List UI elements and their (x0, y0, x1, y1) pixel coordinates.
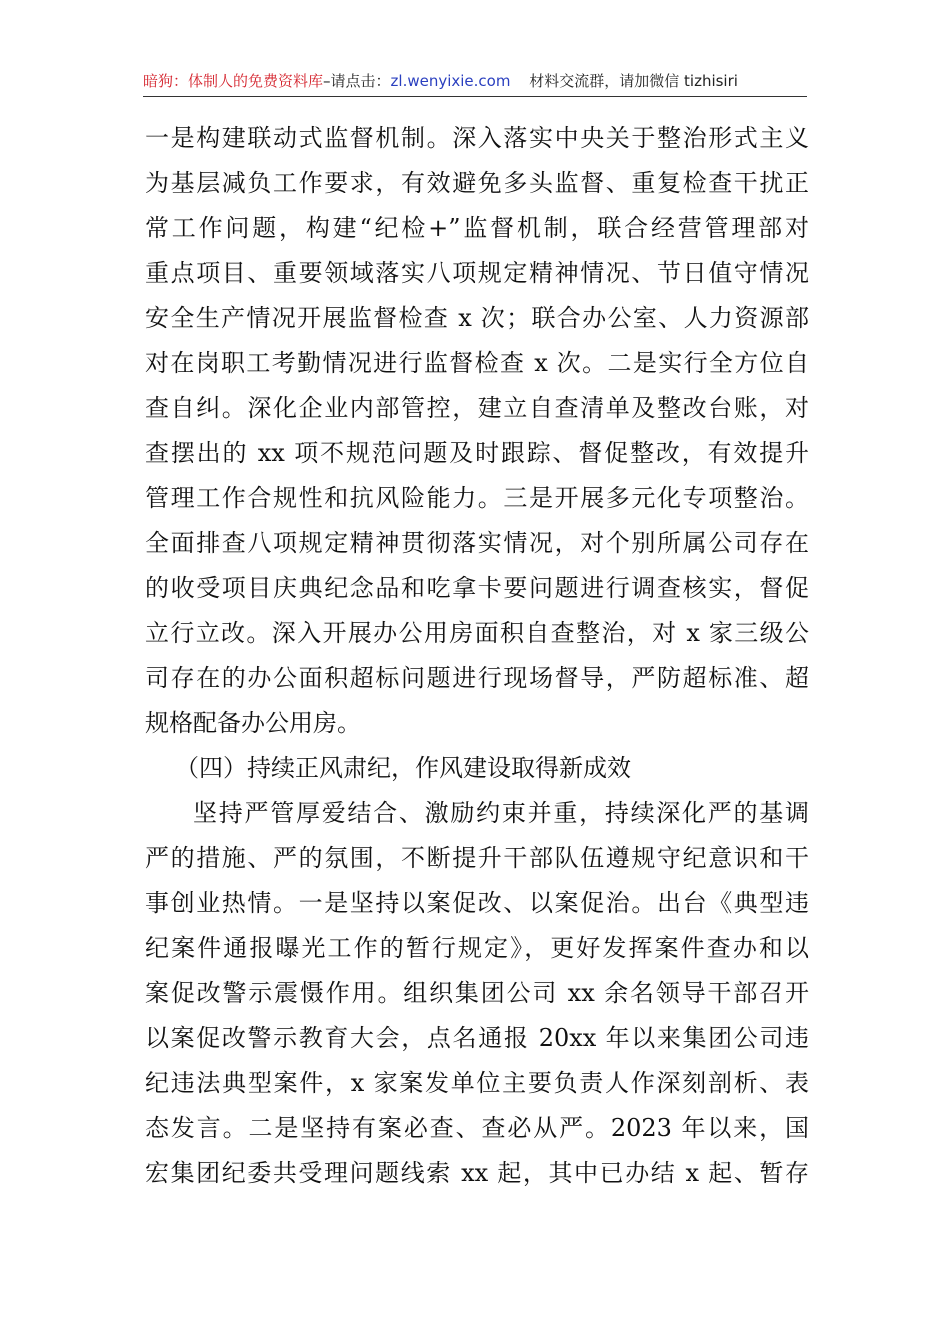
body-line: 查自纠。深化企业内部管控，建立自查清单及整改台账，对 (145, 394, 809, 422)
body-line: 查摆出的 xx 项不规范问题及时跟踪、督促整改，有效提升 (145, 439, 809, 467)
header-brand: 暗狗：体制人的免费资料库 (143, 72, 324, 90)
body-line: 全面排查八项规定精神贯彻落实情况，对个别所属公司存在 (145, 529, 809, 557)
body-line: 宏集团纪委共受理问题线索 xx 起，其中已办结 x 起、暂存 (145, 1159, 809, 1187)
body-line: 常工作问题，构建“纪检+”监督机制，联合经营管理部对 (145, 214, 809, 242)
body-line: 严的措施、严的氛围，不断提升干部队伍遵规守纪意识和干 (145, 844, 809, 872)
body-line: 以案促改警示教育大会，点名通报 20xx 年以来集团公司违 (145, 1024, 809, 1052)
body-line: 司存在的办公面积超标问题进行现场督导，严防超标准、超 (145, 664, 809, 692)
body-line: 态发言。二是坚持有案必查、查必从严。2023 年以来，国 (145, 1114, 809, 1142)
body-line: 事创业热情。一是坚持以案促改、以案促治。出台《典型违 (145, 889, 809, 917)
header-divider (143, 96, 807, 97)
body-line: 管理工作合规性和抗风险能力。三是开展多元化专项整治。 (145, 484, 809, 512)
paragraph-first-line: 坚持严管厚爱结合、激励约束并重，持续深化严的基调 (193, 799, 809, 827)
body-line: 对在岗职工考勤情况进行监督检查 x 次。二是实行全方位自 (145, 349, 809, 377)
page-header (143, 68, 807, 94)
body-line: 一是构建联动式监督机制。深入落实中央关于整治形式主义 (145, 124, 809, 152)
body-line: 案促改警示震慑作用。组织集团公司 xx 余名领导干部召开 (145, 979, 809, 1007)
body-line: 立行立改。深入开展办公用房面积自查整治，对 x 家三级公 (145, 619, 809, 647)
body-line: 纪违法典型案件，x 家案发单位主要负责人作深刻剖析、表 (145, 1069, 809, 1097)
header-click-prefix: –请点击： (323, 72, 391, 90)
body-line: 安全生产情况开展监督检查 x 次；联合办公室、人力资源部 (145, 304, 809, 332)
body-line: 规格配备办公用房。 (145, 709, 361, 737)
body-line: 的收受项目庆典纪念品和吃拿卡要问题进行调查核实，督促 (145, 574, 809, 602)
header-wechat-note: 材料交流群，请加微信 tizhisiri (529, 72, 738, 90)
body-line: 重点项目、重要领域落实八项规定精神情况、节日值守情况 (145, 259, 809, 287)
header-url-link[interactable]: zl.wenyixie.com (390, 72, 511, 90)
section-heading: （四）持续正风肃纪，作风建设取得新成效 (175, 754, 631, 782)
body-line: 为基层减负工作要求，有效避免多头监督、重复检查干扰正 (145, 169, 809, 197)
body-line: 纪案件通报曝光工作的暂行规定》，更好发挥案件查办和以 (145, 934, 809, 962)
